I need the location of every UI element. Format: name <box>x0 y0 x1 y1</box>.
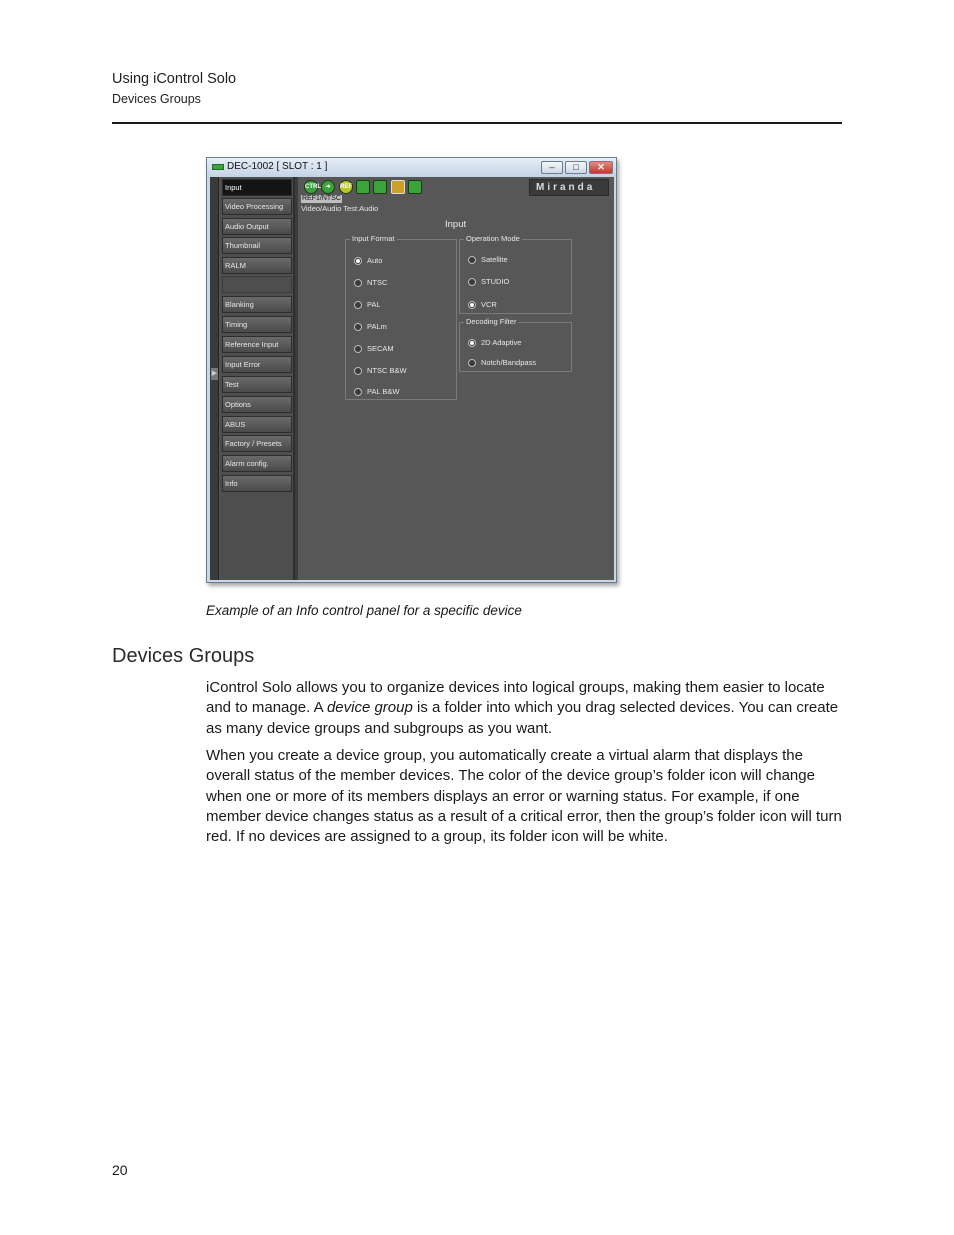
header-rule <box>112 122 842 124</box>
radio-secam[interactable] <box>354 340 394 354</box>
radio-button-icon[interactable] <box>468 256 476 264</box>
speaker-mute-icon[interactable] <box>391 180 405 194</box>
radio-ntsc[interactable] <box>354 274 388 288</box>
minimize-button[interactable]: – <box>541 161 563 174</box>
radio-button-icon[interactable] <box>354 323 362 331</box>
window-client-area <box>210 177 614 580</box>
radio-palm[interactable] <box>354 318 387 332</box>
radio-button-icon[interactable] <box>354 257 362 265</box>
page-number: 20 <box>112 1162 128 1178</box>
figure-caption: Example of an Info control panel for a specific device <box>206 603 522 618</box>
radio-label: PALm <box>367 322 387 332</box>
ctrl-icon[interactable]: CTRL <box>304 180 318 194</box>
radio-button-icon[interactable] <box>354 367 362 375</box>
radio-label: SECAM <box>367 344 394 354</box>
panel-title: Input <box>445 219 467 230</box>
nav-item-info[interactable]: Info <box>222 475 292 492</box>
nav-spacer <box>222 276 292 293</box>
nav-item-test[interactable]: Test <box>222 376 292 393</box>
radio-label: Satellite <box>481 255 508 265</box>
paragraph-intro-text-a: iControl Solo allows you to organize devices into logical groups, making them easier to locate and to manage. A <box>206 679 825 717</box>
radio-button-icon[interactable] <box>468 278 476 286</box>
running-header-subtitle: Devices Groups <box>112 92 201 106</box>
paragraph-alarm: When you create a device group, you automatically create a virtual alarm that displays the overall status of the member devices. The color of the device group’s folder icon will change when one or more of its members displays an error or warning status. For example, if one member device changes status as a result of a critical error, then the group’s folder icon will turn red. If no devices are assigned to a group, its folder icon will be white. <box>206 747 842 846</box>
radio-button-icon[interactable] <box>468 339 476 347</box>
nav-item-thumbnail[interactable]: Thumbnail <box>222 237 292 254</box>
radio-label: 2D Adaptive <box>481 338 522 348</box>
radio-label: STUDIO <box>481 277 510 287</box>
close-button[interactable]: ✕ <box>589 161 613 174</box>
content-panel <box>298 177 614 580</box>
radio-label: PAL B&W <box>367 387 400 397</box>
nav-item-factory-presets[interactable]: Factory / Presets <box>222 435 292 452</box>
breadcrumb: Video/Audio Test:Audio <box>301 204 379 213</box>
radio-label: PAL <box>367 300 381 310</box>
window-titlebar[interactable] <box>207 158 616 177</box>
device-control-window <box>206 157 617 583</box>
running-header-title: Using iControl Solo <box>112 71 237 87</box>
nav-item-timing[interactable]: Timing <box>222 316 292 333</box>
input-format-group <box>345 234 457 400</box>
nav-item-input-error[interactable]: Input Error <box>222 356 292 373</box>
radio-button-icon[interactable] <box>468 359 476 367</box>
radio-label: VCR <box>481 300 497 310</box>
paragraph-intro <box>206 678 846 739</box>
miranda-logo: Miranda <box>529 179 609 196</box>
radio-button-icon[interactable] <box>354 345 362 353</box>
nav-item-alarm-config[interactable]: Alarm config. <box>222 455 292 472</box>
expand-arrow-icon[interactable]: ▶ <box>211 368 218 380</box>
operation-mode-group <box>459 234 572 314</box>
radio-2d-adaptive[interactable] <box>468 334 522 348</box>
paragraph-intro-text-b: is a folder into which you drag selected devices. You can create as many device groups and subgroups as you want. <box>206 699 839 737</box>
nav-item-blanking[interactable]: Blanking <box>222 296 292 313</box>
radio-button-icon[interactable] <box>354 301 362 309</box>
term-device-group: device group <box>326 699 413 717</box>
radio-pal-b-w[interactable] <box>354 383 400 397</box>
radio-vcr[interactable] <box>468 296 497 310</box>
decoding-filter-group <box>459 317 572 372</box>
ref-icon[interactable]: REF <box>339 180 353 194</box>
section-heading: Devices Groups <box>112 645 255 667</box>
navigation-panel <box>220 177 295 580</box>
nav-item-options[interactable]: Options <box>222 396 292 413</box>
radio-satellite[interactable] <box>468 251 508 265</box>
signal-icon[interactable] <box>356 180 370 194</box>
nav-item-input[interactable]: Input <box>222 179 292 196</box>
radio-ntsc-b-w[interactable] <box>354 362 407 376</box>
decoding-filter-label: Decoding Filter <box>466 317 517 326</box>
radio-label: Notch/Bandpass <box>481 358 537 368</box>
collapse-strip[interactable] <box>210 177 219 580</box>
speaker-icon[interactable] <box>373 180 387 194</box>
status-line: REF1/NTSC <box>302 195 341 202</box>
radio-auto[interactable] <box>354 252 383 266</box>
maximize-button[interactable]: □ <box>565 161 587 174</box>
radio-notch-bandpass[interactable] <box>468 354 537 368</box>
operation-mode-label: Operation Mode <box>466 234 520 243</box>
app-icon <box>212 164 224 170</box>
nav-item-abus[interactable]: ABUS <box>222 416 292 433</box>
copy-icon[interactable] <box>408 180 422 194</box>
radio-label: NTSC B&W <box>367 366 407 376</box>
nav-item-reference-input[interactable]: Reference Input <box>222 336 292 353</box>
arrow-right-icon[interactable]: ➜ <box>321 180 335 194</box>
radio-pal[interactable] <box>354 296 381 310</box>
radio-label: NTSC <box>367 278 388 288</box>
radio-button-icon[interactable] <box>354 279 362 287</box>
nav-item-audio-output[interactable]: Audio Output <box>222 218 292 235</box>
radio-studio[interactable] <box>468 273 510 287</box>
nav-item-video-processing[interactable]: Video Processing <box>222 198 292 215</box>
input-format-label: Input Format <box>352 234 395 243</box>
radio-button-icon[interactable] <box>354 388 362 396</box>
window-title: DEC-1002 [ SLOT : 1 ] <box>227 161 328 172</box>
radio-label: Auto <box>367 256 383 266</box>
radio-button-icon[interactable] <box>468 301 476 309</box>
nav-item-ralm[interactable]: RALM <box>222 257 292 274</box>
